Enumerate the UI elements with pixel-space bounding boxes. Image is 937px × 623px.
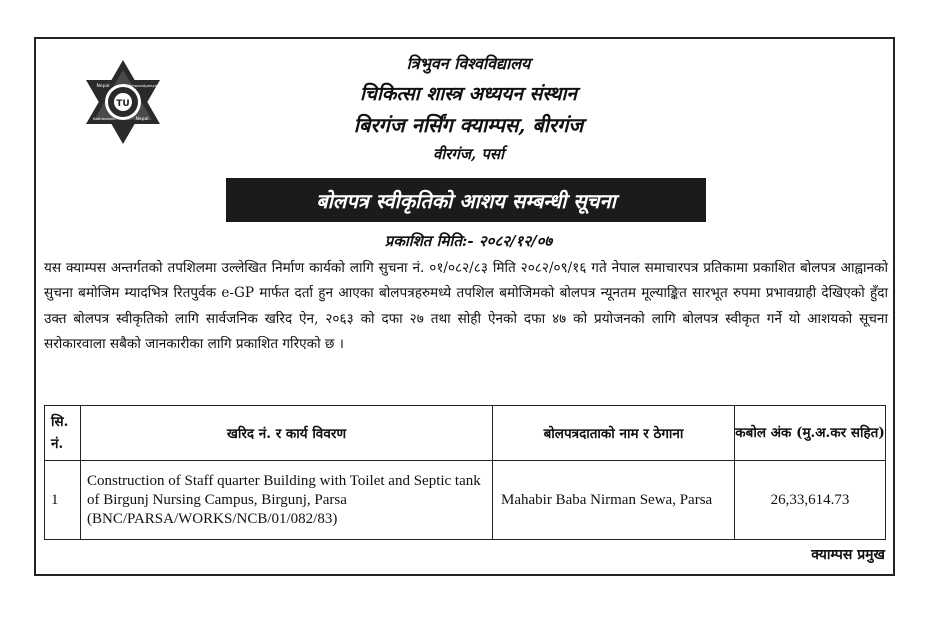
bid-table xyxy=(44,405,886,540)
row-amount: 26,33,614.73 xyxy=(735,461,886,540)
campus-name: बिरगंज नर्सिंग क्याम्पस, बीरगंज xyxy=(353,113,584,137)
institute-name: चिकित्सा शास्त्र अध्ययन संस्थान xyxy=(360,83,577,105)
header-amount: कबोल अंक (मु.अ.कर सहित) xyxy=(735,406,886,461)
row-description: Construction of Staff quarter Building with Toilet and Septic tank of Birgunj Nursing Campus, Birgunj, Parsa (BNC/PARSA/WORKS/NCB/01/082/83) xyxy=(81,461,493,540)
published-date: प्रकाशित मिति:- २०८२/१२/०७ xyxy=(384,232,553,250)
svg-text:Vishwavidyalaya: Vishwavidyalaya xyxy=(127,84,157,88)
svg-text:Nepal: Nepal xyxy=(135,117,149,122)
svg-text:Nepal: Nepal xyxy=(96,84,110,89)
campus-location: वीरगंज, पर्सा xyxy=(433,145,504,163)
header-sn: सि. नं. xyxy=(45,406,81,461)
notice-body: यस क्याम्पस अन्तर्गतको तपशिलमा उल्लेखित निर्माण कार्यको लागि सुचना नं. ०१/०८२/८३ मिति २०८२/०९/१६ गते नेपाल समाचारपत्र प्रतिकामा प्रकाशित बोलपत्र आह्वानको सुचना बमोजिम म्यादभित्र रितपुर्वक e-GP मार्फत दर्ता हुन आएका बोलपत्रहरुमध्ये तपशिल बमोजिमको बोलपत्र न्यूनतम मूल्याङ्कित सारभूत रुपमा प्रभावग्राही देखिएको हुँदा उक्त बोलपत्र स्वीकृतिको लागि सार्वजनिक खरिद ऐन, २०६३ को दफा २७ तथा सोही ऐनको दफा ४७ को प्रयोजनको लागि बोलपत्र स्वीकृत गर्ने यो आशयको सूचना सरोकारवाला सबैको जानकारीका लागि प्रकाशित गरिएको छ । xyxy=(44,260,888,353)
svg-text:TU: TU xyxy=(116,99,130,109)
table-row xyxy=(45,461,886,540)
svg-text:Kathmandu: Kathmandu xyxy=(93,116,115,121)
header-description: खरिद नं. र कार्य विवरण xyxy=(81,406,493,461)
table-header-row xyxy=(45,406,886,461)
row-sn: 1 xyxy=(45,461,81,540)
row-bidder: Mahabir Baba Nirman Sewa, Parsa xyxy=(493,461,735,540)
signoff-campus-chief: क्याम्पस प्रमुख xyxy=(811,547,885,563)
university-name: त्रिभुवन विश्वविद्यालय xyxy=(406,54,531,73)
notice-title: बोलपत्र स्वीकृतिको आशय सम्बन्धी सूचना xyxy=(226,178,706,222)
header-bidder: बोलपत्रदाताको नाम र ठेगाना xyxy=(493,406,735,461)
